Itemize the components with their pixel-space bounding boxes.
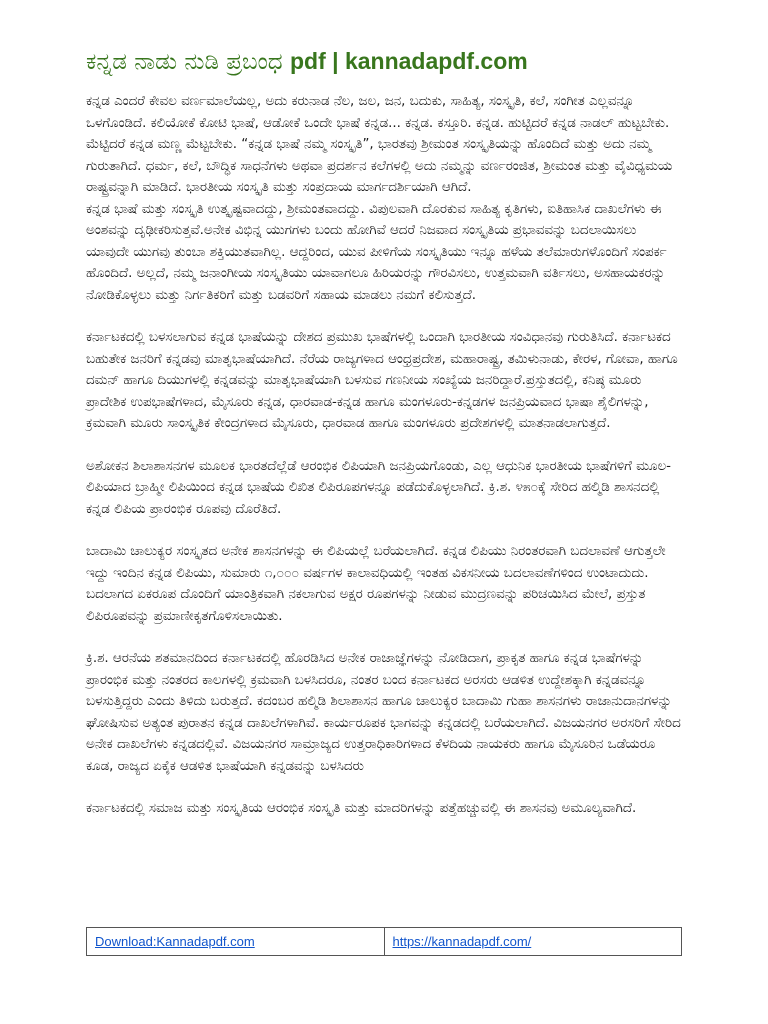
paragraph-3: ಕರ್ನಾಟಕದಲ್ಲಿ ಬಳಸಲಾಗುವ ಕನ್ನಡ ಭಾಷೆಯನ್ನು ದೇಶದ ಪ್ರಮುಖ ಭಾಷೆಗಳಲ್ಲಿ ಒಂದಾಗಿ ಭಾರತೀಯ ಸಂವಿಧಾನವು ಗುರುತಿಸಿದೆ. ಕರ್ನಾಟಕದ ಬಹುತೇಕ ಜನರಿಗೆ ಕನ್ನಡವು ಮಾತೃಭಾಷೆಯಾಗಿದೆ. ನೆರೆಯ ರಾಜ್ಯಗಳಾದ ಆಂಧ್ರಪ್ರದೇಶ, ಮಹಾರಾಷ್ಟ್ರ, ತಮಿಳುನಾಡು, ಕೇರಳ, ಗೋವಾ, ಹಾಗೂ ದಮನ್ ಹಾಗೂ ದಿಯುಗಳಲ್ಲಿ ಕನ್ನಡವನ್ನು ಮಾತೃಭಾಷೆಯಾಗಿ ಬಳಸುವ ಗಣನೀಯ ಸಂಖ್ಯೆಯ ಜನರಿದ್ದಾರೆ.ಪ್ರಸ್ತುತದಲ್ಲಿ, ಕನಿಷ್ಠ ಮೂರು ಪ್ರಾದೇಶಿಕ ಉಪಭಾಷೆಗಳಾದ, ಮೈಸೂರು ಕನ್ನಡ, ಧಾರವಾಡ-ಕನ್ನಡ ಹಾಗೂ ಮಂಗಳೂರು-ಕನ್ನಡಗಳ ಜನಪ್ರಿಯವಾದ ಭಾಷಾ ಶೈಲಿಗಳನ್ನು, ಕ್ರಮವಾಗಿ ಮೂರು ಸಾಂಸ್ಕೃತಿಕ ಕೇಂದ್ರಗಳಾದ ಮೈಸೂರು, ಧಾರವಾಡ ಹಾಗೂ ಮಂಗಳೂರು ಪ್ರದೇಶಗಳಲ್ಲಿ ಮಾತನಾಡಲಾಗುತ್ತದೆ. — [86, 330, 678, 431]
paragraph-2: ಕನ್ನಡ ಭಾಷೆ ಮತ್ತು ಸಂಸ್ಕೃತಿ ಉತ್ಕೃಷ್ಟವಾದದ್ದು, ಶ್ರೀಮಂತವಾದದ್ದು. ವಿಪುಲವಾಗಿ ದೊರಕುವ ಸಾಹಿತ್ಯ ಕೃತಿಗಳು, ಐತಿಹಾಸಿಕ ದಾಖಲೆಗಳು ಈ ಅಂಶವನ್ನು ದೃಢೀಕರಿಸುತ್ತವೆ.ಅನೇಕ ವಿಭಿನ್ನ ಯುಗಗಳು ಬಂದು ಹೋಗಿವೆ ಆದರೆ ನಿಜವಾದ ಸಂಸ್ಕೃತಿಯ ಪ್ರಭಾವವನ್ನು ಬದಲಾಯಿಸಲು ಯಾವುದೇ ಯುಗವು ತುಂಬಾ ಶಕ್ತಿಯುತವಾಗಿಲ್ಲ. ಆದ್ದರಿಂದ, ಯುವ ಪೀಳಿಗೆಯ ಸಂಸ್ಕೃತಿಯು ಇನ್ನೂ ಹಳೆಯ ತಲೆಮಾರುಗಳೊಂದಿಗೆ ಸಂಪರ್ಕ ಹೊಂದಿದೆ. ಅಲ್ಲದೆ, ನಮ್ಮ ಜನಾಂಗೀಯ ಸಂಸ್ಕೃತಿಯು ಯಾವಾಗಲೂ ಹಿರಿಯರನ್ನು ಗೌರವಿಸಲು, ಉತ್ತಮವಾಗಿ ವರ್ತಿಸಲು, ಅಸಹಾಯಕರನ್ನು ನೋಡಿಕೊಳ್ಳಲು ಮತ್ತು ನಿರ್ಗತಿಕರಿಗೆ ಮತ್ತು ಬಡವರಿಗೆ ಸಹಾಯ ಮಾಡಲು ನಮಗೆ ಕಲಿಸುತ್ತದೆ. — [86, 201, 667, 303]
page-title — [86, 46, 682, 77]
download-link[interactable]: Download:Kannadapdf.com — [95, 934, 255, 949]
paragraph-7: ಕರ್ನಾಟಕದಲ್ಲಿ ಸಮಾಜ ಮತ್ತು ಸಂಸ್ಕೃತಿಯ ಆರಂಭಿಕ ಸಂಸ್ಕೃತಿ ಮತ್ತು ಮಾದರಿಗಳನ್ನು ಪತ್ತೆಹಚ್ಚುವಲ್ಲಿ ಈ ಶಾಸನವು ಅಮೂಲ್ಯವಾಗಿದೆ. — [86, 801, 637, 816]
paragraph-5: ಬಾದಾಮಿ ಚಾಲುಕ್ಯರ ಸಂಸ್ಕೃತದ ಅನೇಕ ಶಾಸನಗಳನ್ನು ಈ ಲಿಪಿಯಲ್ಲೆ ಬರೆಯಲಾಗಿದೆ. ಕನ್ನಡ ಲಿಪಿಯು ನಿರಂತರವಾಗಿ ಬದಲಾವಣೆ ಆಗುತ್ತಲೇ ಇದ್ದು ಇಂದಿನ ಕನ್ನಡ ಲಿಪಿಯು, ಸುಮಾರು ೧,೦೦೦ ವರ್ಷಗಳ ಕಾಲಾವಧಿಯಲ್ಲಿ ಇಂತಹ ವಿಕಸನೀಯ ಬದಲಾವಣೆಗಳಿಂದ ಉಂಟಾದುದು. ಬದಲಾಗದ ಏಕರೂಪ ದೊಂದಿಗೆ ಯಾಂತ್ರಿಕವಾಗಿ ನಕಲಾಗುವ ಅಕ್ಷರ ರೂಪಗಳನ್ನು ನೀಡುವ ಮುದ್ರಣವನ್ನು ಪರಿಚಯಿಸಿದ ಮೇಲೆ, ಪ್ರಸ್ತುತ ಲಿಪಿರೂಪವನ್ನು ಪ್ರಮಾಣೀಕೃತಗೊಳಿಸಲಾಯಿತು. — [86, 544, 666, 624]
footer-cell-right — [384, 928, 682, 956]
title-site: pdf | kannadapdf.com — [289, 48, 528, 74]
paragraph-6: ಕ್ರಿ.ಶ. ಆರನೆಯ ಶತಮಾನದಿಂದ ಕರ್ನಾಟಕದಲ್ಲಿ ಹೊರಡಿಸಿದ ಅನೇಕ ರಾಜಾಜ್ಞೆಗಳನ್ನು ನೋಡಿದಾಗ, ಪ್ರಾಕೃತ ಹಾಗೂ ಕನ್ನಡ ಭಾಷೆಗಳನ್ನು ಪ್ರಾರಂಭಿಕ ಮತ್ತು ನಂತರದ ಕಾಲಗಳಲ್ಲಿ ಕ್ರಮವಾಗಿ ಬಳಸಿದರೂ, ನಂತರ ಬಂದ ಕರ್ನಾಟಕದ ಅರಸರು ಆಡಳಿತ ಉದ್ದೇಶಕ್ಕಾಗಿ ಕನ್ನಡವನ್ನೂ ಬಳಸುತ್ತಿದ್ದರು ಎಂದು ತಿಳಿದು ಬರುತ್ತದೆ. ಕದಂಬರ ಹಲ್ಮಿಡಿ ಶಿಲಾಶಾಸನ ಹಾಗೂ ಚಾಲುಕ್ಯರ ಬಾದಾಮಿ ಗುಹಾ ಶಾಸನಗಳು ರಾಜಾನುದಾನಗಳನ್ನು ಘೋಷಿಸುವ ಅತ್ಯಂತ ಪುರಾತನ ಕನ್ನಡ ದಾಖಲೆಗಳಾಗಿವೆ. ಕಾರ್ಯರೂಪಕ ಭಾಗವನ್ನು ಕನ್ನಡದಲ್ಲಿ ಬರೆಯಲಾಗಿದೆ. ವಿಜಯನಗರ ಅರಸರಿಗೆ ಸೇರಿದ ಅನೇಕ ದಾಖಲೆಗಳು ಕನ್ನಡದಲ್ಲಿವೆ. ವಿಜಯನಗರ ಸಾಮ್ರಾಜ್ಯದ ಉತ್ತರಾಧಿಕಾರಿಗಳಾದ ಕೆಳದಿಯ ನಾಯಕರು ಹಾಗೂ ಮೈಸೂರಿನ ಒಡೆಯರೂ ಕೂಡ, ರಾಜ್ಯದ ಏಕೈಕ ಆಡಳಿತ ಭಾಷೆಯಾಗಿ ಕನ್ನಡವನ್ನು ಬಳಸಿದರು — [86, 651, 681, 774]
title-kannada: ಕನ್ನಡ ನಾಡು ನುಡಿ ಪ್ರಬಂಧ — [86, 49, 283, 75]
footer-cell-left — [87, 928, 385, 956]
paragraph-4: ಅಶೋಕನ ಶಿಲಾಶಾಸನಗಳ ಮೂಲಕ ಭಾರತದೆಲ್ಲೆಡೆ ಆರಂಭಿಕ ಲಿಪಿಯಾಗಿ ಜನಪ್ರಿಯಗೊಂಡು, ಎಲ್ಲ ಆಧುನಿಕ ಭಾರತೀಯ ಭಾಷೆಗಳಿಗೆ ಮೂಲ-ಲಿಪಿಯಾದ ಬ್ರಾಹ್ಮೀ ಲಿಪಿಯಿಂದ ಕನ್ನಡ ಭಾಷೆಯ ಲಿಖಿತ ಲಿಪಿರೂಪಗಳನ್ನೂ ಪಡೆದುಕೊಳ್ಳಲಾಗಿದೆ. ಕ್ರಿ.ಶ. ೪೫೦ಕ್ಕೆ ಸೇರಿದ ಹಲ್ಮಿಡಿ ಶಾಸನದಲ್ಲಿ ಕನ್ನಡ ಲಿಪಿಯ ಪ್ರಾರಂಭಿಕ ರೂಪವು ದೊರೆತಿದೆ. — [86, 458, 671, 517]
footer-row — [87, 928, 682, 956]
footer-links-table — [86, 927, 682, 956]
paragraph-1: ಕನ್ನಡ ಎಂದರೆ ಕೇವಲ ವರ್ಣಮಾಲೆಯಲ್ಲ, ಅದು ಕರುನಾಡ ನೆಲ, ಜಲ, ಜನ, ಬದುಕು, ಸಾಹಿತ್ಯ, ಸಂಸ್ಕೃತಿ, ಕಲೆ, ಸಂಗೀತ ಎಲ್ಲವನ್ನೂ ಒಳಗೊಂಡಿದೆ. ಕಲಿಯೋಕೆ ಕೋಟಿ ಭಾಷೆ, ಆಡೋಕೆ ಒಂದೇ ಭಾಷೆ ಕನ್ನಡ... ಕನ್ನಡ. ಕಸ್ತೂರಿ. ಕನ್ನಡ. ಹುಟ್ಟಿದರೆ ಕನ್ನಡ ನಾಡಲ್ ಹುಟ್ಟಬೇಕು. ಮೆಟ್ಟಿದರೆ ಕನ್ನಡ ಮಣ್ಣ ಮೆಟ್ಟಬೇಕು. “ಕನ್ನಡ ಭಾಷೆ ನಮ್ಮ ಸಂಸ್ಕೃತಿ”, ಭಾರತವು ಶ್ರೀಮಂತ ಸಂಸ್ಕೃತಿಯನ್ನು ಹೊಂದಿದೆ ಮತ್ತು ಅದು ನಮ್ಮ ಗುರುತಾಗಿದೆ. ಧರ್ಮ, ಕಲೆ, ಬೌದ್ಧಿಕ ಸಾಧನೆಗಳು ಅಥವಾ ಪ್ರದರ್ಶನ ಕಲೆಗಳಲ್ಲಿ ಅದು ನಮ್ಮನ್ನು ವರ್ಣರಂಜಿತ, ಶ್ರೀಮಂತ ಮತ್ತು ವೈವಿಧ್ಯಮಯ ರಾಷ್ಟ್ರವನ್ನಾಗಿ ಮಾಡಿದೆ. ಭಾರತೀಯ ಸಂಸ್ಕೃತಿ ಮತ್ತು ಸಂಪ್ರದಾಯ ಮಾರ್ಗದರ್ಶಿಯಾಗಿ ಆಗಿದೆ. — [86, 94, 673, 195]
website-link[interactable]: https://kannadapdf.com/ — [392, 934, 532, 949]
